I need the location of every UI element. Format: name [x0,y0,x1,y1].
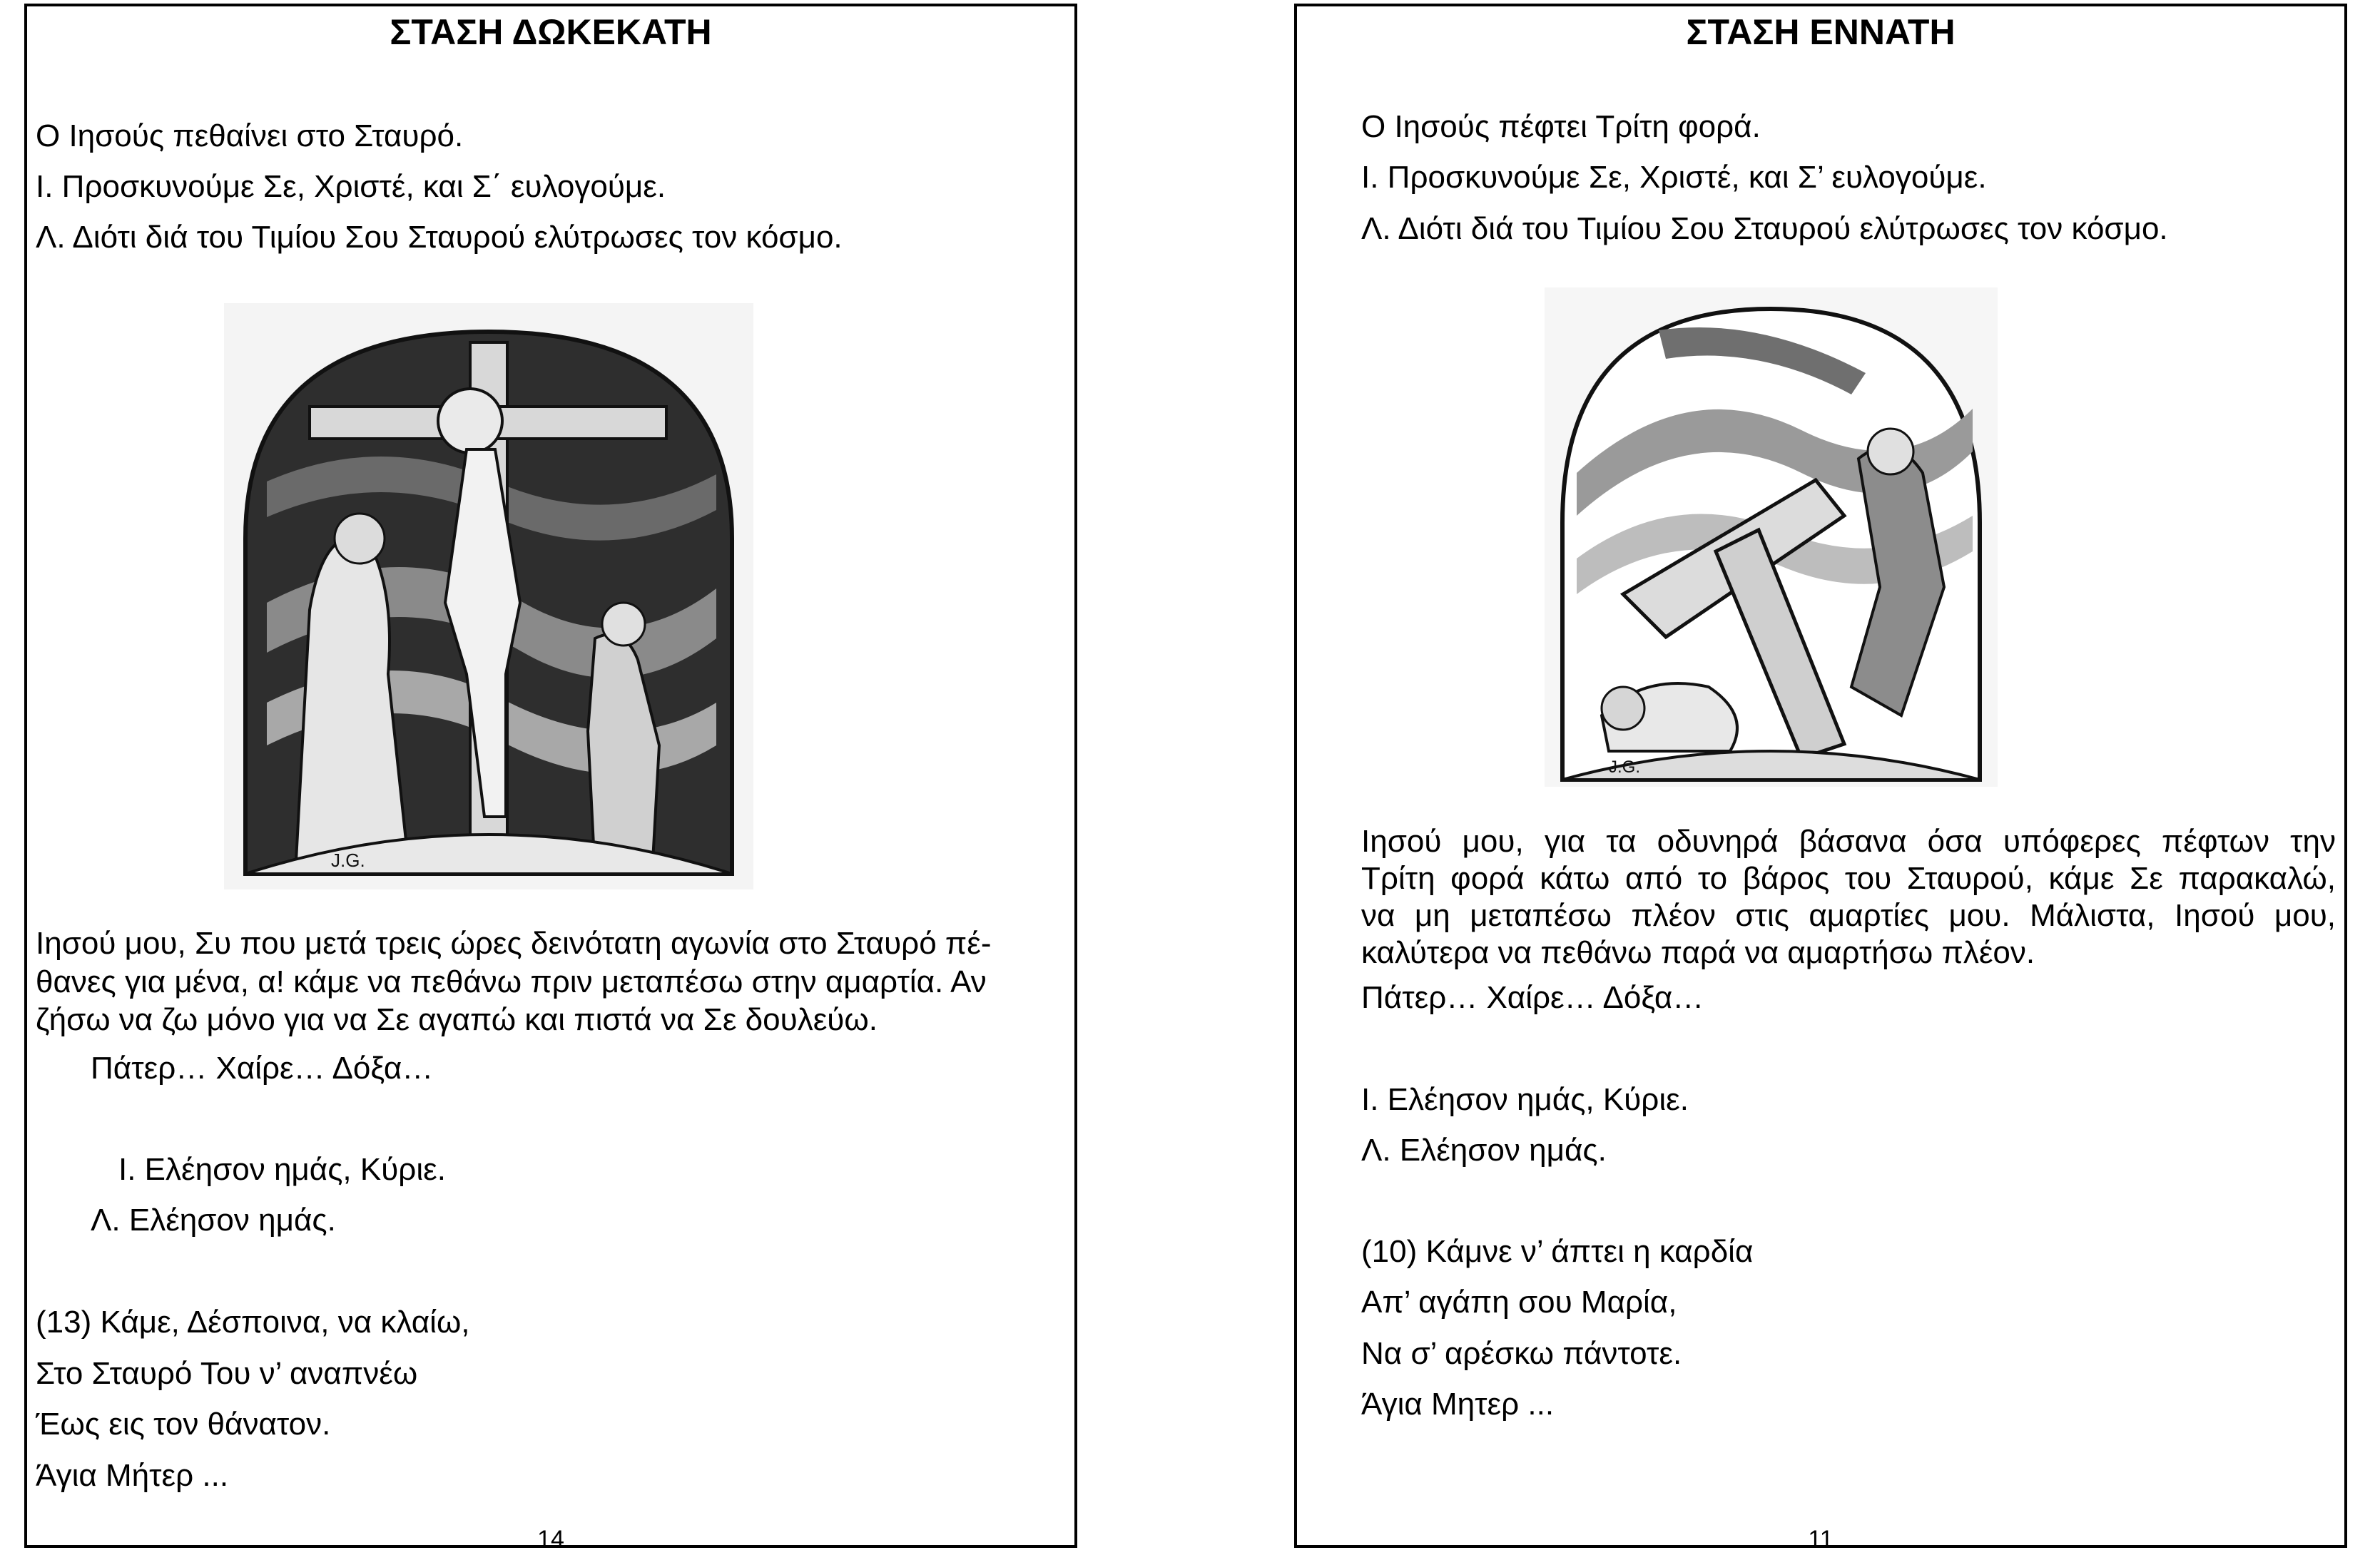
right-closing: Πάτερ… Χαίρε… Δόξα… [1361,980,1704,1015]
right-hymn-line: Άγια Μητερ ... [1361,1387,1555,1422]
left-response-i: Ι. Ελέησον ημάς, Κύριε. [118,1152,446,1187]
right-prayer-line: Τρίτη φορά κάτω από το βάρος του Σταυρού, κάμε Σε παρακαλώ, [1361,861,2336,896]
left-intro-line: Ι. Προσκυνούμε Σε, Χριστέ, και Σ΄ ευλογούμε. [36,169,666,204]
left-hymn-line: Στο Σταυρό Του ν’ αναπνέω [36,1356,418,1391]
left-intro-line: Λ. Διότι διά του Τιμίου Σου Σταυρού ελύτρωσες τον κόσμο. [36,220,843,255]
left-intro-line: Ο Ιησούς πεθαίνει στο Σταυρό. [36,118,464,153]
right-intro-line: Λ. Διότι διά του Τιμίου Σου Σταυρού ελύτρωσες τον κόσμο. [1361,211,2168,246]
left-prayer-line: ζήσω να ζω μόνο για να Σε αγαπώ και πιστά να Σε δουλεύω. [36,1002,878,1037]
right-response-l: Λ. Ελέησον ημάς. [1361,1133,1607,1168]
right-hymn-line: Να σ’ αρέσκω πάντοτε. [1361,1336,1682,1371]
left-hymn-line: Έως εις τον θάνατον. [36,1407,331,1442]
left-page-title: ΣΤΑΣΗ ΔΩΚΕΚΑΤΗ [390,12,712,52]
right-intro-line: Ο Ιησούς πέφτει Τρίτη φορά. [1361,109,1761,144]
right-intro-line: Ι. Προσκυνούμε Σε, Χριστέ, και Σ’ ευλογούμε. [1361,160,1987,195]
right-prayer [1361,823,2336,972]
left-prayer-line: Ιησού μου, Συ που μετά τρεις ώρες δεινότατη αγωνία στο Σταυρό πέ- [36,926,992,961]
right-hymn-line: (10) Κάμνε ν’ άπτει η καρδία [1361,1234,1754,1269]
right-prayer-line: να μη μεταπέσω πλέον στις αμαρτίες μου. Μάλιστα, Ιησού μου, [1361,898,2336,933]
crucifixion-illustration [224,303,753,889]
left-hymn-line: (13) Κάμε, Δέσποινα, να κλαίω, [36,1305,470,1340]
artist-initials: J.G. [331,850,365,871]
left-page-number: 14 [537,1526,564,1553]
right-response-i: Ι. Ελέησον ημάς, Κύριε. [1361,1082,1689,1117]
right-prayer-line: Ιησού μου, για τα οδυνηρά βάσανα όσα υπόφερες πέφτων την [1361,824,2336,859]
right-page-title: ΣΤΑΣΗ ΕΝΝΑΤΗ [1686,12,1956,52]
right-hymn-line: Απ’ αγάπη σου Μαρία, [1361,1285,1677,1320]
left-prayer-line: θανες για μένα, α! κάμε να πεθάνω πριν μεταπέσω στην αμαρτία. Αν [36,964,987,999]
right-page-number: 11 [1808,1526,1834,1553]
left-response-l: Λ. Ελέησον ημάς. [91,1203,336,1238]
left-hymn-line: Άγια Μήτερ ... [36,1458,229,1493]
right-prayer-line: καλύτερα να πεθάνω παρά να αμαρτήσω πλέον. [1361,935,2035,970]
third-fall-illustration [1545,287,1998,787]
artist-initials: J.G. [1609,758,1641,777]
left-closing: Πάτερ… Χαίρε… Δόξα… [91,1051,434,1086]
